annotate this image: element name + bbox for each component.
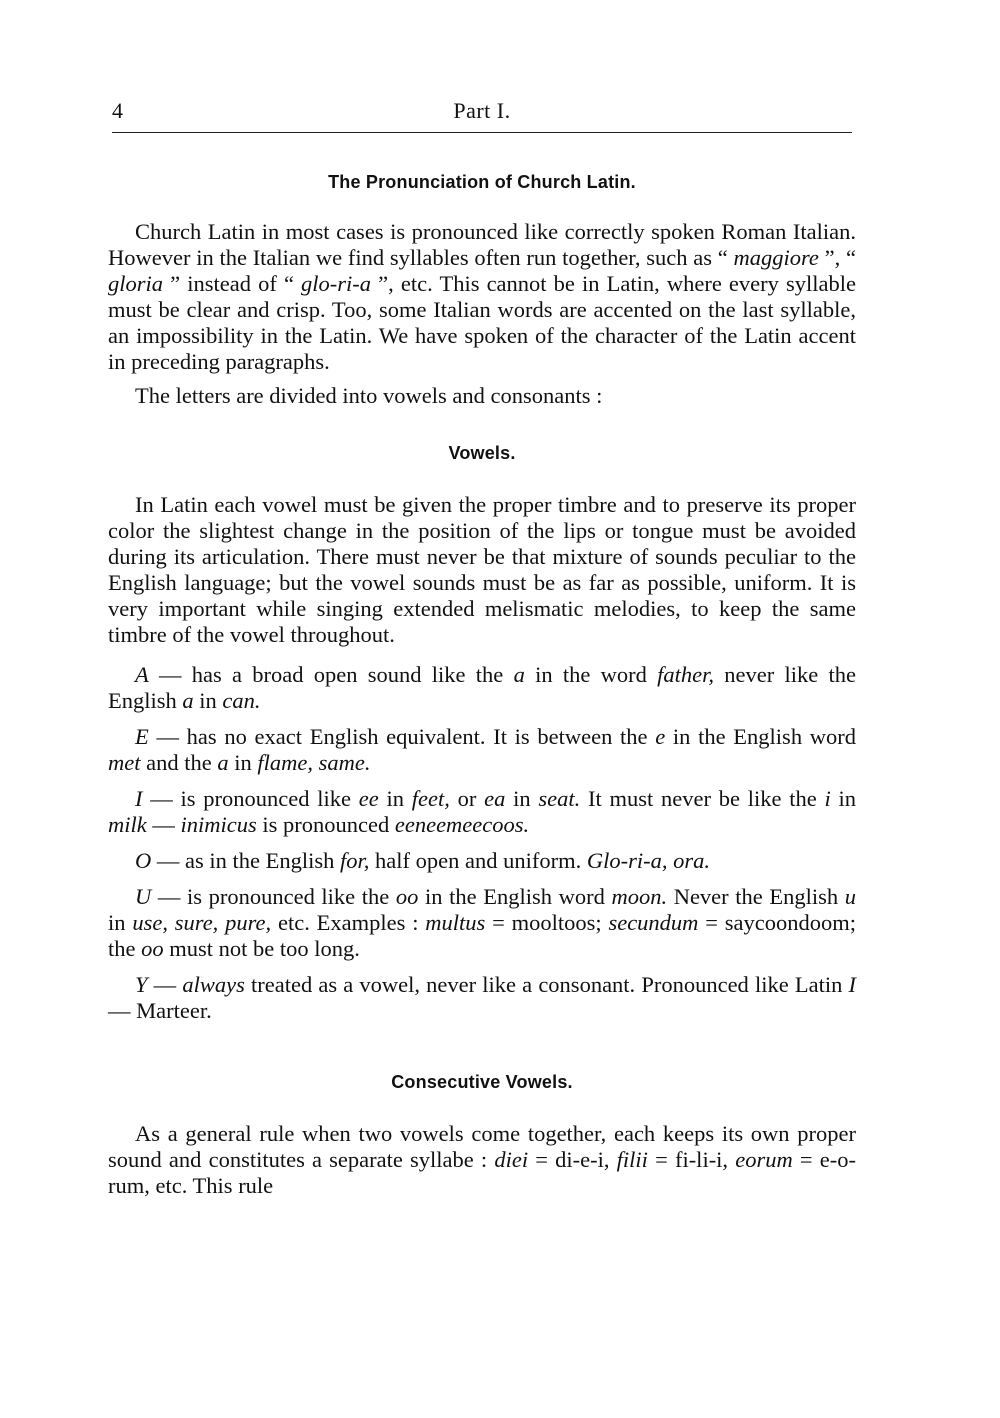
page-body	[108, 172, 856, 1199]
vowel-entry-i: I — is pronounced like ee in feet, or ea in seat. It must never be like the i in milk — inimicus is pronounced eeneemeecoos.	[108, 786, 856, 837]
section-title-pronunciation: The Pronunciation of Church Latin.	[328, 172, 636, 192]
vowel-entry-y: Y — always treated as a vowel, never like a consonant. Pronounced like Latin I — Marteer.	[108, 972, 856, 1023]
paragraph-vowels-intro: In Latin each vowel must be given the proper timbre and to preserve its proper color the slightest change in the position of the lips or tongue must be avoided during its articulation. There must never be that mixture of sounds peculiar to the English language; but the vowel sounds must be as far as possible, uniform. It is very important while singing extended melismatic melodies, to keep the same timbre of the vowel throughout.	[108, 492, 856, 647]
vowel-entry-e: E — has no exact English equivalent. It is between the e in the English word met and the a in flame, same.	[108, 724, 857, 775]
section-title-vowels: Vowels.	[448, 443, 516, 463]
running-head: Part I.	[453, 98, 511, 123]
paragraph-letters-divided: The letters are divided into vowels and consonants :	[135, 383, 603, 408]
page-number: 4	[112, 98, 123, 123]
section-title-consecutive-vowels: Consecutive Vowels.	[391, 1072, 573, 1092]
paragraph-italian-comparison: Church Latin in most cases is pronounced like correctly spoken Roman Italian. However in the Italian we find syllables often run together, such as “ maggiore ”, “ gloria ” instead of “ glo-ri-a ”, etc. This cannot be in Latin, where every syllable must be clear and crisp. Too, some Italian words are accented on the last syllable, an impossibility in the Latin. We have spoken of the character of the Latin accent in preceding paragraphs.	[108, 219, 856, 374]
paragraph-consecutive-vowels: As a general rule when two vowels come together, each keeps its own proper sound and constitutes a separate syllabe : diei = di-e-i, filii = fi-li-i, eorum = e-o-rum, etc. This rule	[108, 1121, 856, 1198]
page-header	[112, 98, 852, 138]
vowel-entry-o: O — as in the English for, half open and uniform. Glo-ri-a, ora.	[135, 848, 710, 873]
vowel-entry-a: A — has a broad open sound like the a in the word father, never like the English a in can.	[108, 662, 856, 713]
vowel-entry-u: U — is pronounced like the oo in the English word moon. Never the English u in use, sure, pure, etc. Examples : multus = mooltoos; secundum = saycoondoom; the oo must not be too long.	[108, 884, 856, 961]
header-rule	[112, 132, 852, 133]
